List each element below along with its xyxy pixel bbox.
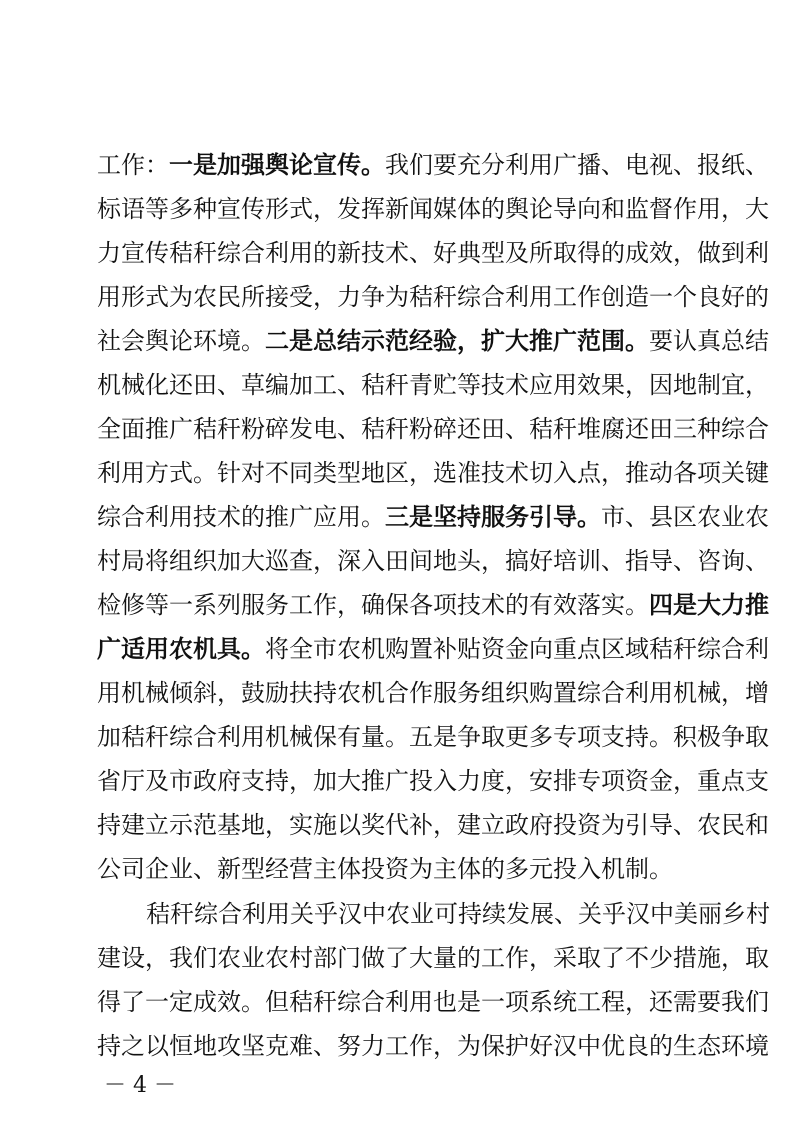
- text-segment: 将全市农机购置补贴资金向重点区域秸秆综合利: [265, 635, 769, 663]
- text-line: [97, 982, 769, 1022]
- text-segment: 社会舆论环境。: [97, 327, 265, 355]
- text-segment: 公司企业、新型经营主体投资为主体的多元投入机制。: [97, 855, 673, 883]
- text-segment: 利用方式。针对不同类型地区，选准技术切入点，推动各项关键: [97, 459, 769, 487]
- text-line: [97, 497, 769, 537]
- text-segment-bold: 三是坚持服务引导。: [385, 502, 601, 531]
- text-segment: 我们要充分利用广播、电视、报纸、: [385, 151, 769, 179]
- text-segment: 全面推广秸秆粉碎发电、秸秆粉碎还田、秸秆堆腐还田三种综合: [97, 415, 769, 443]
- text-segment-bold: 二是总结示范经验，扩大推广范围。: [265, 326, 649, 355]
- text-segment: 工作：: [97, 151, 169, 179]
- text-line: [97, 321, 769, 361]
- text-line: [97, 409, 769, 449]
- text-segment-bold: 一是加强舆论宣传。: [169, 150, 385, 179]
- text-line: [97, 277, 769, 317]
- text-segment: 建设，我们农业农村部门做了大量的工作，采取了不少措施，取: [97, 944, 769, 972]
- text-segment: 标语等多种宣传形式，发挥新闻媒体的舆论导向和监督作用，大: [97, 195, 769, 223]
- text-line: [97, 189, 769, 229]
- text-segment: 持之以恒地攻坚克难、努力工作，为保护好汉中优良的生态环境: [97, 1032, 769, 1060]
- text-segment: 力宣传秸秆综合利用的新技术、好典型及所取得的成效，做到利: [97, 239, 769, 267]
- text-line: [97, 717, 769, 757]
- text-segment: 村局将组织加大巡查，深入田间地头，搞好培训、指导、咨询、: [97, 547, 769, 575]
- text-line: [97, 629, 769, 669]
- text-segment: 市、县区农业农: [601, 503, 769, 531]
- text-segment: 要认真总结: [649, 327, 769, 355]
- text-segment: 秸秆综合利用关乎汉中农业可持续发展、关乎汉中美丽乡村: [146, 900, 770, 928]
- text-line: [97, 145, 769, 185]
- text-line: [97, 365, 769, 405]
- text-segment: 持建立示范基地，实施以奖代补，建立政府投资为引导、农民和: [97, 811, 769, 839]
- text-line: [97, 761, 769, 801]
- text-line: [97, 849, 697, 889]
- text-segment-bold: 广适用农机具。: [97, 634, 265, 663]
- text-line: [97, 585, 769, 625]
- text-segment: 加秸秆综合利用机械保有量。五是争取更多专项支持。积极争取: [97, 723, 769, 751]
- text-segment: 得了一定成效。但秸秆综合利用也是一项系统工程，还需要我们: [97, 988, 769, 1016]
- text-segment-bold: 四是大力推: [649, 590, 769, 619]
- text-line: [97, 1026, 769, 1066]
- text-segment: 机械化还田、草编加工、秸秆青贮等技术应用效果，因地制宜，: [97, 371, 769, 399]
- text-line: [97, 541, 769, 581]
- text-line: [97, 805, 769, 845]
- page-number: － 4 －: [104, 1073, 176, 1098]
- text-line: [97, 673, 769, 713]
- text-line: [146, 894, 770, 934]
- text-segment: 用形式为农民所接受，力争为秸秆综合利用工作创造一个良好的: [97, 283, 769, 311]
- text-line: [97, 233, 769, 273]
- text-line: [97, 453, 769, 493]
- text-segment: 综合利用技术的推广应用。: [97, 503, 385, 531]
- text-segment: 省厅及市政府支持，加大推广投入力度，安排专项资金，重点支: [97, 767, 769, 795]
- text-segment: 检修等一系列服务工作，确保各项技术的有效落实。: [97, 591, 649, 619]
- text-segment: 用机械倾斜，鼓励扶持农机合作服务组织购置综合利用机械，增: [97, 679, 769, 707]
- text-line: [97, 938, 769, 978]
